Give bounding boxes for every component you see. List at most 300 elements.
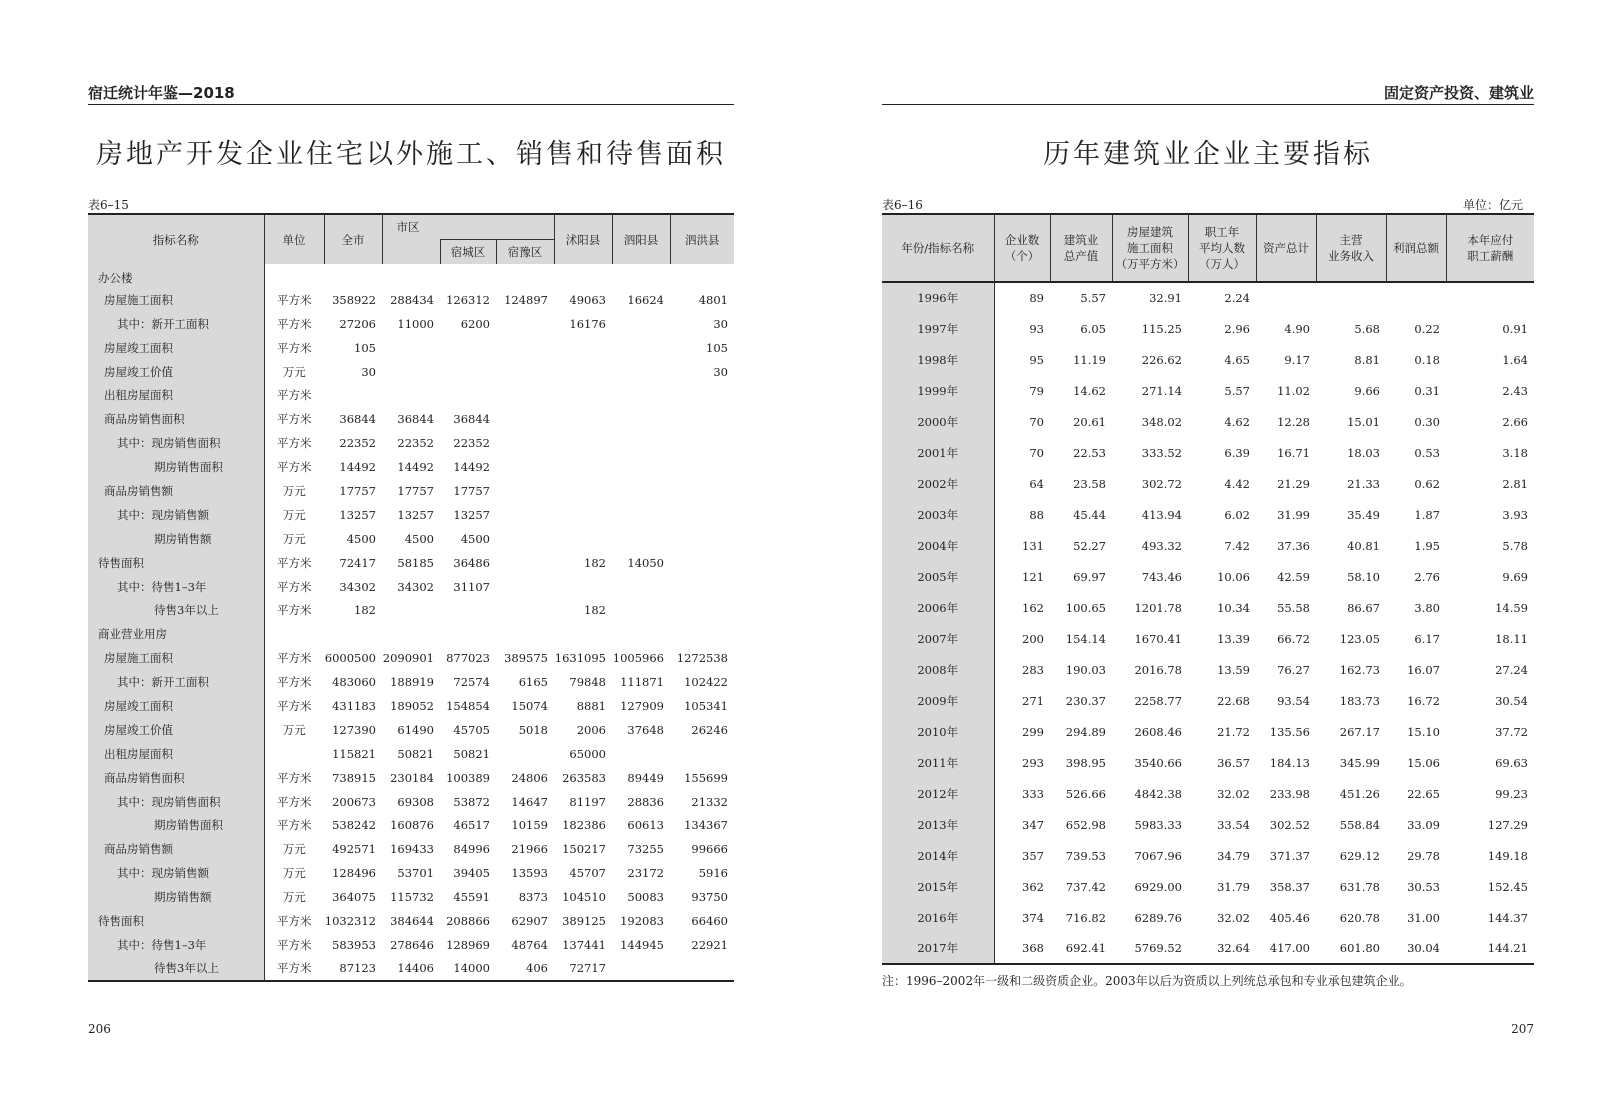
cell-value: [670, 575, 734, 599]
cell-value: 22921: [691, 937, 728, 952]
cell-value: 7.42: [1224, 538, 1250, 553]
cell-value: [382, 264, 440, 288]
table-number-left: 表6–15: [88, 198, 129, 212]
cell-value: 18.03: [1347, 445, 1380, 460]
row-label: 商业营业用房: [88, 622, 264, 646]
cell-value: [612, 264, 670, 288]
table-row: [882, 902, 1534, 933]
cell-value: [554, 479, 612, 503]
table-row: [882, 623, 1534, 654]
table-row: [88, 885, 734, 909]
row-unit: 平方米: [277, 388, 312, 403]
cell-value: 31.99: [1277, 507, 1310, 522]
cell-value: 302.72: [1141, 476, 1182, 491]
row-unit: 平方米: [277, 460, 312, 475]
header-rule-left: [88, 104, 734, 105]
cell-value: 278646: [390, 937, 434, 952]
cell-value: [496, 407, 554, 431]
cell-value: [670, 622, 734, 646]
cell-value: 3.18: [1502, 445, 1528, 460]
row-label: 房屋竣工价值: [88, 360, 264, 384]
cell-value: 1670.41: [1134, 631, 1182, 646]
cell-value: 2.43: [1502, 383, 1528, 398]
cell-value: 14492: [453, 460, 490, 475]
cell-value: 267.17: [1339, 724, 1380, 739]
running-head-right: 固定资产投资、建筑业: [1383, 84, 1534, 102]
row-unit: 平方米: [277, 913, 312, 928]
row-label: 其中：新开工面积: [88, 312, 264, 336]
cell-value: 37.36: [1277, 538, 1310, 553]
cell-value: 144.21: [1487, 941, 1528, 955]
cell-value: 144945: [620, 937, 664, 952]
cell-value: 16176: [569, 316, 606, 331]
cell-value: 137441: [562, 937, 606, 952]
cell-value: 631.78: [1339, 879, 1380, 894]
table-row: [882, 437, 1534, 468]
cell-value: 5.78: [1502, 538, 1528, 553]
cell-value: 152.45: [1487, 879, 1528, 894]
column-header-line: 企业数: [1004, 233, 1040, 247]
row-label: 待售面积: [88, 551, 264, 575]
cell-value: 302.52: [1269, 817, 1310, 832]
cell-value: 14492: [339, 460, 376, 475]
cell-value: 389575: [504, 651, 548, 666]
cell-value: [496, 312, 554, 336]
column-header: [1256, 214, 1316, 282]
cell-value: 100.65: [1065, 600, 1106, 615]
table-row: [88, 383, 734, 407]
cell-value: [554, 360, 612, 384]
cell-value: 61490: [397, 722, 434, 737]
cell-value: 73255: [627, 842, 664, 857]
row-unit: 平方米: [277, 794, 312, 809]
table-row: [88, 766, 734, 790]
cell-value: 162.73: [1339, 662, 1380, 677]
row-unit: [264, 264, 324, 288]
cell-value: [612, 622, 670, 646]
cell-value: [554, 264, 612, 288]
cell-value: 8373: [518, 890, 548, 905]
cell-value: 30.54: [1495, 693, 1528, 708]
row-unit: 平方米: [277, 961, 312, 976]
cell-value: 22352: [453, 436, 490, 451]
cell-value: 36486: [453, 555, 490, 570]
cell-value: 0.62: [1414, 476, 1440, 491]
cell-value: 737.42: [1065, 879, 1106, 894]
table-row: [882, 282, 1534, 313]
table-row: [882, 561, 1534, 592]
cell-value: 169433: [390, 842, 434, 857]
cell-value: 738915: [332, 770, 376, 785]
cell-value: 34.79: [1217, 848, 1250, 863]
cell-value: 483060: [332, 675, 376, 690]
cell-value: 13257: [453, 507, 490, 522]
table-row: [882, 685, 1534, 716]
row-unit: 万元: [282, 531, 306, 546]
cell-value: [670, 383, 734, 407]
cell-value: 36844: [397, 412, 434, 427]
cell-value: [382, 622, 440, 646]
cell-value: [554, 383, 612, 407]
cell-value: 50083: [627, 890, 664, 905]
cell-value: 9.69: [1502, 569, 1528, 584]
cell-value: [612, 407, 670, 431]
cell-value: [440, 383, 496, 407]
table-row: [88, 837, 734, 861]
cell-value: 86.67: [1347, 600, 1380, 615]
column-header: [1386, 214, 1446, 282]
cell-value: [496, 479, 554, 503]
page-number-right: 207: [1511, 1022, 1534, 1036]
header-rule-right: [882, 104, 1534, 105]
page-title-right: 历年建筑业企业主要指标: [1043, 139, 1373, 170]
cell-value: [554, 336, 612, 360]
cell-value: 121: [1022, 569, 1044, 584]
cell-value: 6289.76: [1134, 910, 1182, 925]
cell-value: 538242: [332, 818, 376, 833]
row-year: 2001年: [882, 437, 994, 468]
table-row: [88, 575, 734, 599]
cell-value: 299: [1022, 724, 1044, 739]
cell-value: 45591: [453, 890, 490, 905]
cell-value: 100389: [446, 770, 490, 785]
cell-value: 13257: [339, 507, 376, 522]
cell-value: 135.56: [1269, 724, 1310, 739]
cell-value: 20.61: [1073, 414, 1106, 429]
cell-value: [670, 431, 734, 455]
cell-value: 389125: [562, 913, 606, 928]
column-header-line: 本年应付: [1467, 233, 1514, 247]
cell-value: 22.68: [1217, 693, 1250, 708]
row-unit: 万元: [282, 722, 306, 737]
cell-value: 348.02: [1141, 414, 1182, 429]
cell-value: [612, 383, 670, 407]
table-row: [88, 622, 734, 646]
cell-value: 2090901: [382, 651, 434, 666]
cell-value: 99.23: [1495, 786, 1528, 801]
cell-value: 50821: [453, 746, 490, 761]
table-row: [88, 288, 734, 312]
cell-value: 42.59: [1277, 569, 1310, 584]
table-row: [882, 313, 1534, 344]
cell-value: 111871: [620, 675, 664, 690]
row-year: 2008年: [882, 654, 994, 685]
table-row: [88, 718, 734, 742]
cell-value: 69.63: [1495, 755, 1528, 770]
cell-value: 26246: [691, 722, 728, 737]
cell-value: 182: [584, 555, 606, 570]
cell-value: 105341: [684, 698, 728, 713]
cell-value: 8.81: [1354, 352, 1380, 367]
column-header: [1188, 214, 1256, 282]
row-unit: 平方米: [277, 579, 312, 594]
cell-value: 368: [1022, 941, 1044, 955]
column-header-line: 平均人数: [1199, 241, 1245, 255]
table-row: [88, 598, 734, 622]
row-unit: 平方米: [277, 770, 312, 785]
header-name: 指标名称: [88, 214, 264, 264]
cell-value: 53872: [453, 794, 490, 809]
cell-value: [440, 336, 496, 360]
cell-value: 14.59: [1495, 600, 1528, 615]
cell-value: 14406: [397, 961, 434, 976]
cell-value: 128496: [332, 866, 376, 881]
cell-value: 4.90: [1284, 321, 1310, 336]
table-row: [882, 809, 1534, 840]
cell-value: [612, 503, 670, 527]
column-header-line: 总产值: [1063, 249, 1099, 263]
cell-value: 4801: [698, 292, 728, 307]
row-label: 其中：待售1–3年: [88, 933, 264, 957]
cell-value: 406: [526, 961, 548, 976]
cell-value: 182: [354, 603, 376, 618]
table-row: [88, 407, 734, 431]
table-row: [88, 813, 734, 837]
cell-value: 37648: [627, 722, 664, 737]
cell-value: [324, 622, 382, 646]
cell-value: 371.37: [1269, 848, 1310, 863]
cell-value: [670, 479, 734, 503]
cell-value: 2016.78: [1134, 662, 1182, 677]
row-unit: 平方米: [277, 698, 312, 713]
cell-value: 32.02: [1217, 910, 1250, 925]
table-row: [882, 871, 1534, 902]
column-header-line: 主营: [1339, 233, 1363, 247]
cell-value: [612, 336, 670, 360]
cell-value: 55.58: [1277, 600, 1310, 615]
cell-value: [496, 622, 554, 646]
row-year: 2016年: [882, 902, 994, 933]
cell-value: [670, 598, 734, 622]
cell-value: 76.27: [1277, 662, 1310, 677]
cell-value: [670, 264, 734, 288]
cell-value: 104510: [562, 890, 606, 905]
cell-value: 190.03: [1065, 662, 1106, 677]
cell-value: 52.27: [1073, 538, 1106, 553]
row-label: 其中：待售1–3年: [88, 575, 264, 599]
cell-value: 230.37: [1065, 693, 1106, 708]
cell-value: 31.79: [1217, 879, 1250, 894]
cell-value: 601.80: [1339, 941, 1380, 955]
cell-value: 14647: [511, 794, 548, 809]
cell-value: 743.46: [1141, 569, 1182, 584]
table-row: [88, 957, 734, 981]
cell-value: [554, 527, 612, 551]
cell-value: 6165: [518, 675, 548, 690]
cell-value: [324, 383, 382, 407]
cell-value: 226.62: [1141, 352, 1182, 367]
cell-value: 15074: [511, 698, 548, 713]
cell-value: 2258.77: [1134, 693, 1182, 708]
cell-value: 2.66: [1502, 414, 1528, 429]
cell-value: 230184: [390, 770, 434, 785]
row-year: 1998年: [882, 344, 994, 375]
row-label: 待售面积: [88, 909, 264, 933]
table-row: [882, 530, 1534, 561]
cell-value: 58.10: [1347, 569, 1380, 584]
cell-value: 22.53: [1073, 445, 1106, 460]
cell-value: 192083: [620, 913, 664, 928]
cell-value: 30: [713, 364, 728, 379]
cell-value: 3.93: [1502, 507, 1528, 522]
cell-value: 1.95: [1414, 538, 1440, 553]
cell-value: 102422: [684, 675, 728, 690]
row-unit: 平方米: [277, 292, 312, 307]
cell-value: 93750: [691, 890, 728, 905]
cell-value: 15.01: [1347, 414, 1380, 429]
cell-value: 431183: [332, 698, 376, 713]
cell-value: 692.41: [1065, 941, 1106, 955]
cell-value: 17757: [397, 483, 434, 498]
table-row: [88, 503, 734, 527]
column-header: [1446, 214, 1534, 282]
row-unit: 万元: [282, 866, 306, 881]
cell-value: 84996: [453, 842, 490, 857]
row-unit: [264, 622, 324, 646]
row-unit: 平方米: [277, 316, 312, 331]
cell-value: 49063: [569, 292, 606, 307]
cell-value: 150217: [562, 842, 606, 857]
cell-value: [612, 957, 670, 981]
cell-value: 79: [1029, 383, 1044, 398]
cell-value: 39405: [453, 866, 490, 881]
row-unit: 平方米: [277, 436, 312, 451]
cell-value: 333.52: [1141, 445, 1182, 460]
row-unit: 平方米: [277, 818, 312, 833]
header-suchen: 宿城区: [440, 240, 496, 265]
cell-value: [324, 264, 382, 288]
cell-value: 66.72: [1277, 631, 1310, 646]
row-label: 待售3年以上: [88, 957, 264, 981]
cell-value: 0.18: [1414, 352, 1440, 367]
cell-value: [496, 455, 554, 479]
row-year: 2002年: [882, 468, 994, 499]
row-year: 2006年: [882, 592, 994, 623]
cell-value: 15.10: [1407, 724, 1440, 739]
row-unit: 平方米: [277, 603, 312, 618]
cell-value: 15.06: [1407, 755, 1440, 770]
cell-value: 558.84: [1339, 817, 1380, 832]
cell-value: 6.05: [1080, 321, 1106, 336]
cell-value: 27206: [339, 316, 376, 331]
cell-value: 31.00: [1407, 910, 1440, 925]
cell-value: 16.07: [1407, 662, 1440, 677]
cell-value: 1201.78: [1134, 600, 1182, 615]
cell-value: 36.57: [1217, 755, 1250, 770]
header-shuyang: 沭阳县: [554, 214, 612, 264]
cell-value: 18.11: [1495, 631, 1528, 646]
cell-value: 28836: [627, 794, 664, 809]
cell-value: 45705: [453, 722, 490, 737]
cell-value: 0.30: [1414, 414, 1440, 429]
row-label: 期房销售面积: [88, 455, 264, 479]
row-unit: 平方米: [277, 675, 312, 690]
row-label: 出租房屋面积: [88, 742, 264, 766]
cell-value: 79848: [569, 675, 606, 690]
cell-value: 30: [361, 364, 376, 379]
cell-value: [612, 360, 670, 384]
cell-value: 493.32: [1141, 538, 1182, 553]
cell-value: 10159: [511, 818, 548, 833]
cell-value: 149.18: [1487, 848, 1528, 863]
row-label: 商品房销售面积: [88, 407, 264, 431]
cell-value: 620.78: [1339, 910, 1380, 925]
cell-value: 46517: [453, 818, 490, 833]
cell-value: 144.37: [1487, 910, 1528, 925]
cell-value: 6200: [460, 316, 490, 331]
right-page: [780, 0, 1609, 1099]
column-header: [1050, 214, 1112, 282]
cell-value: 69308: [397, 794, 434, 809]
table-row: [882, 375, 1534, 406]
cell-value: 14492: [397, 460, 434, 475]
cell-value: 160876: [390, 818, 434, 833]
cell-value: 189052: [390, 698, 434, 713]
cell-value: 13257: [397, 507, 434, 522]
cell-value: 739.53: [1065, 848, 1106, 863]
cell-value: [554, 431, 612, 455]
cell-value: 182: [584, 603, 606, 618]
column-header-line: 利润总额: [1393, 241, 1439, 255]
row-label: 出租房屋面积: [88, 383, 264, 407]
row-year: 2012年: [882, 778, 994, 809]
unit-note: 单位：亿元: [1462, 198, 1523, 212]
cell-value: 2.81: [1502, 476, 1528, 491]
cell-value: 69.97: [1073, 569, 1106, 584]
cell-value: 1272538: [676, 651, 728, 666]
column-header: [1316, 214, 1386, 282]
cell-value: 88: [1029, 507, 1044, 522]
row-year: 1999年: [882, 375, 994, 406]
row-year: 2014年: [882, 840, 994, 871]
cell-value: [670, 551, 734, 575]
cell-value: 6000500: [324, 651, 376, 666]
cell-value: 10.06: [1217, 569, 1250, 584]
cell-value: 27.24: [1495, 662, 1528, 677]
cell-value: 11.19: [1073, 352, 1106, 367]
cell-value: 36844: [453, 412, 490, 427]
cell-value: 31107: [453, 579, 490, 594]
cell-value: 451.26: [1339, 786, 1380, 801]
column-header-line: （万平方米）: [1115, 257, 1185, 271]
table-row: [882, 654, 1534, 685]
cell-value: 2.76: [1414, 569, 1440, 584]
cell-value: [496, 503, 554, 527]
cell-value: 13593: [511, 866, 548, 881]
cell-value: 357: [1022, 848, 1044, 863]
cell-value: 126312: [446, 292, 490, 307]
cell-value: 12.28: [1277, 414, 1310, 429]
cell-value: 16624: [627, 292, 664, 307]
cell-value: 45707: [569, 866, 606, 881]
cell-value: 4.42: [1224, 476, 1250, 491]
row-label: 商品房销售面积: [88, 766, 264, 790]
cell-value: [496, 431, 554, 455]
cell-value: 13.59: [1217, 662, 1250, 677]
cell-value: 72717: [569, 961, 606, 976]
table-row: [882, 747, 1534, 778]
cell-value: 184.13: [1269, 755, 1310, 770]
column-header-line: 年份/指标名称: [901, 241, 975, 255]
table-6-15: [88, 213, 734, 982]
table-row: [88, 431, 734, 455]
cell-value: 6.02: [1224, 507, 1250, 522]
cell-value: 99666: [691, 842, 728, 857]
table-row: [882, 592, 1534, 623]
cell-value: 21.33: [1347, 476, 1380, 491]
row-label: 期房销售额: [88, 527, 264, 551]
cell-value: 60613: [627, 818, 664, 833]
